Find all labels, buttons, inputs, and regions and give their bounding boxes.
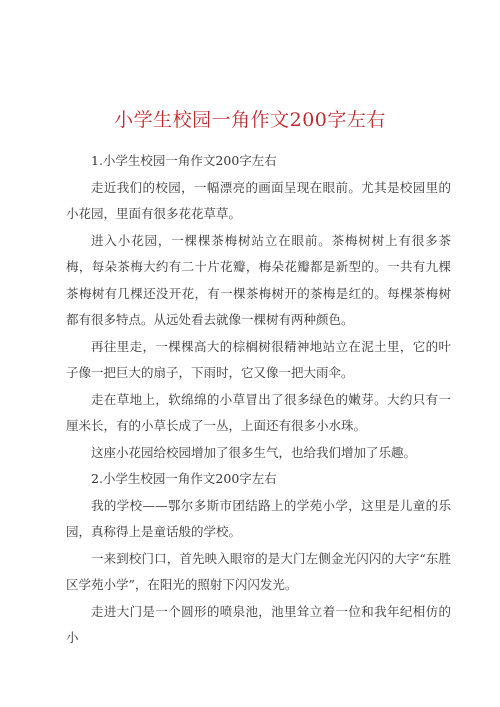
paragraph: 进入小花园，一棵棵茶梅树站立在眼前。茶梅树树上有很多茶梅，每朵茶梅大约有二十片花瓣，梅朵花瓣都是新型的。一共有九棵茶梅树有几棵还没开花，有一棵茶梅树开的茶梅是红的。每棵茶梅树都有很多特点。从远处看去就像一棵树有两种颜色。: [66, 232, 451, 327]
document-body: [66, 148, 451, 652]
section-heading-1: 1.小学生校园一角作文200字左右: [91, 153, 277, 168]
paragraph: 我的学校——鄂尔多斯市团结路上的学苑小学，这里是儿童的乐园，真称得上是童话般的学校。: [66, 497, 451, 539]
document-title: 小学生校园一角作文200字左右: [114, 109, 386, 131]
paragraph: 走近我们的校园，一幅漂亮的画面呈现在眼前。尤其是校园里的小花园，里面有很多花花草草。: [66, 179, 451, 221]
paragraph: 这座小花园给校园增加了很多生气，也给我们增加了乐趣。: [91, 444, 417, 460]
section-heading-2: 2.小学生校园一角作文200字左右: [91, 471, 277, 486]
paragraph: 走进大门是一个圆形的喷泉池，池里耸立着一位和我年纪相仿的小: [66, 603, 451, 645]
paragraph: 一来到校门口，首先映入眼帘的是大门左侧金光闪闪的大字“东胜区学苑小学”，在阳光的照射下闪闪发光。: [66, 550, 451, 592]
paragraph: 走在草地上，软绵绵的小草冒出了很多绿色的嫩芽。大约只有一厘米长，有的小草长成了一丛，上面还有很多小水珠。: [66, 391, 451, 433]
paragraph: 再往里走，一棵棵高大的棕榈树很精神地站立在泥土里，它的叶子像一把巨大的扇子，下雨时，它又像一把大雨伞。: [66, 338, 451, 380]
